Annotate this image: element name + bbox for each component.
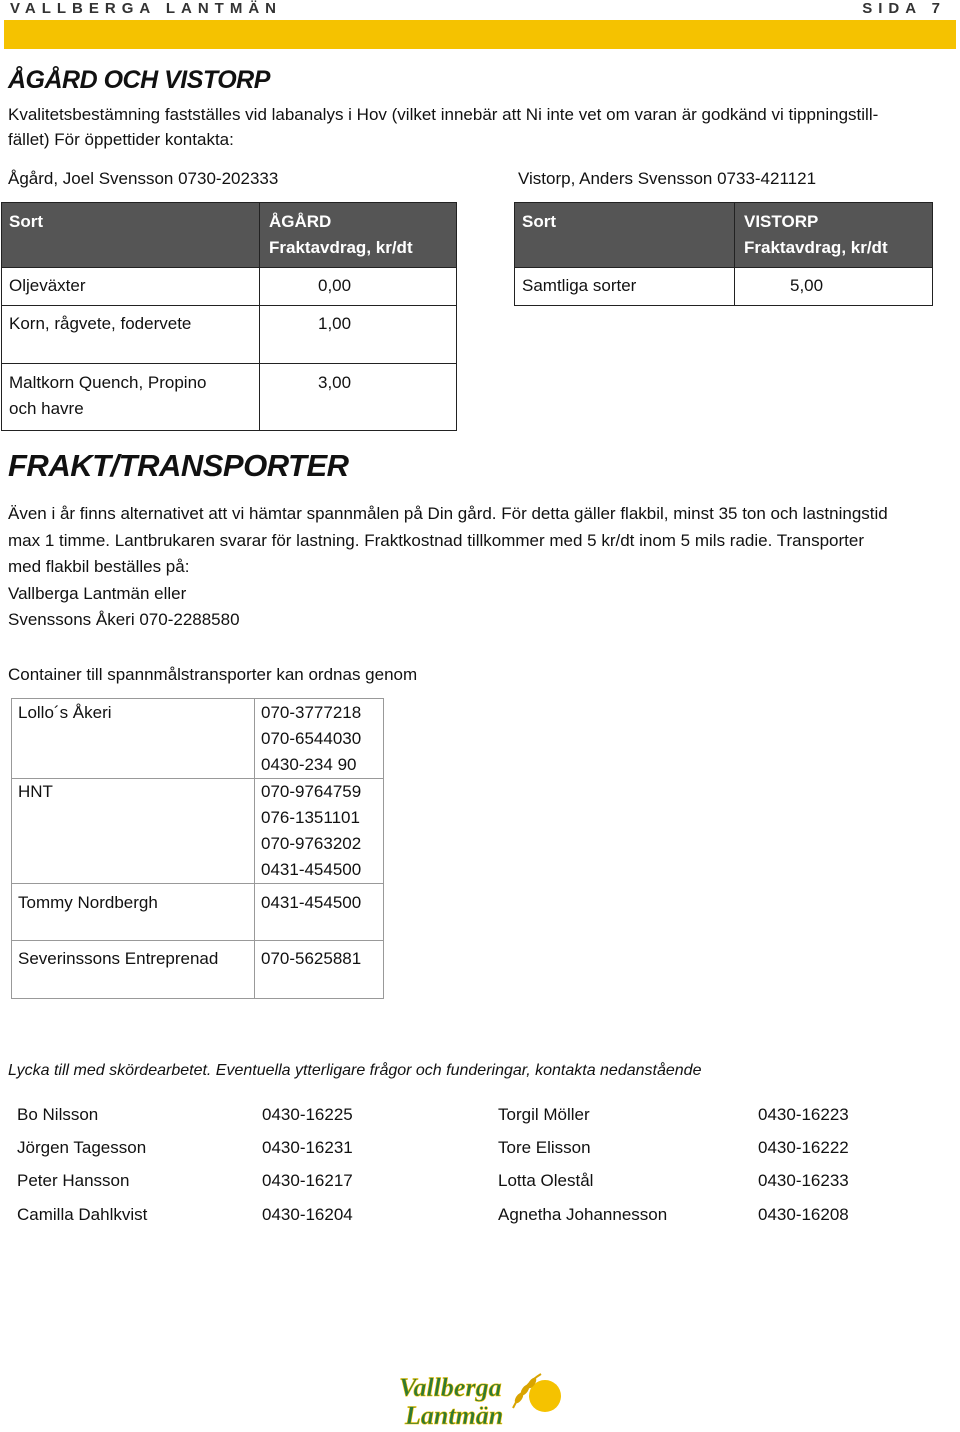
staff-name: Jörgen Tagesson	[17, 1138, 147, 1157]
row-sort-line1: Maltkorn Quench, Propino	[9, 373, 207, 392]
transport-text-line4: Vallberga Lantmän eller	[8, 584, 187, 603]
row-value: 0,00	[260, 268, 457, 306]
row-sort: Oljeväxter	[2, 268, 260, 306]
staff-phone: 0430-16222	[758, 1138, 849, 1157]
header-place	[260, 203, 457, 268]
row-value: 1,00	[260, 306, 457, 364]
contact-agard: Ågård, Joel Svensson 0730-202333	[8, 169, 279, 188]
staff-phone: 0430-16223	[758, 1105, 849, 1124]
table-row	[515, 268, 933, 306]
staff-phone: 0430-16217	[262, 1171, 353, 1190]
section-title-frakt: FRAKT/TRANSPORTER	[8, 448, 349, 483]
contact-name: HNT	[12, 779, 255, 884]
staff-phone: 0430-16225	[262, 1105, 353, 1124]
section-title-agard-vistorp: ÅGÅRD OCH VISTORP	[8, 66, 270, 94]
staff-name: Tore Elisson	[498, 1138, 591, 1157]
contact-phone: 0431-454500	[255, 884, 384, 941]
container-intro: Container till spannmålstransporter kan ordnas genom	[8, 665, 418, 684]
staff-phone: 0430-16231	[262, 1138, 353, 1157]
table-header-row	[515, 203, 933, 268]
table-row	[12, 941, 384, 999]
logo-line2: Lantmän	[405, 1401, 504, 1430]
brand-header: VALLBERGA LANTMÄN	[10, 0, 282, 17]
table-header-row	[2, 203, 457, 268]
table-row	[12, 779, 384, 884]
contact-phones	[255, 699, 384, 779]
staff-name: Camilla Dahlkvist	[17, 1205, 148, 1224]
intro-text-line1: Kvalitetsbestämning fastställes vid labanalys i Hov (vilket innebär att Ni inte vet om varan är godkänd vi tippningstill-	[8, 105, 879, 124]
staff-name: Agnetha Johannesson	[498, 1205, 668, 1224]
contact-vistorp: Vistorp, Anders Svensson 0733-421121	[518, 169, 817, 188]
container-contacts-table	[11, 698, 384, 999]
row-sort-line2: och havre	[9, 399, 84, 418]
row-value: 3,00	[260, 364, 457, 431]
table-row	[2, 306, 457, 364]
staff-phone: 0430-16233	[758, 1171, 849, 1190]
header-accent-bar	[4, 20, 956, 49]
table-row	[12, 699, 384, 779]
closing-text: Lycka till med skördearbetet. Eventuella ytterligare frågor och funderingar, kontakta nedanstående	[8, 1062, 702, 1079]
contact-phone: 070-9763202	[261, 834, 362, 853]
header-place-name: VISTORP	[744, 212, 819, 231]
vallberga-lantman-logo	[395, 1368, 565, 1432]
transport-text-line5: Svenssons Åkeri 070-2288580	[8, 610, 240, 629]
contact-phone: 0431-454500	[261, 860, 362, 879]
page-number: SIDA 7	[862, 0, 946, 17]
contact-phone: 070-9764759	[261, 782, 362, 801]
staff-phone: 0430-16204	[262, 1205, 353, 1224]
staff-name: Lotta Olestål	[498, 1171, 594, 1190]
contact-phone: 070-6544030	[261, 729, 362, 748]
vistorp-freight-table	[514, 202, 933, 306]
transport-text-line2: max 1 timme. Lantbrukaren svarar för lastning. Fraktkostnad tillkommer med 5 kr/dt inom 5 mils radie. Transporter	[8, 531, 864, 550]
intro-text-line2: fället) För öppettider kontakta:	[8, 130, 234, 149]
staff-name: Peter Hansson	[17, 1171, 130, 1190]
contact-phone: 070-3777218	[261, 703, 362, 722]
header-place-name: ÅGÅRD	[269, 212, 332, 231]
contact-name: Lollo´s Åkeri	[12, 699, 255, 779]
contact-phone: 070-5625881	[255, 941, 384, 999]
transport-text-line3: med flakbil beställes på:	[8, 557, 190, 576]
transport-text-line1: Även i år finns alternativet att vi hämtar spannmålen på Din gård. För detta gäller flakbil, minst 35 ton och lastningstid	[8, 504, 888, 523]
contact-name: Severinssons Entreprenad	[12, 941, 255, 999]
header-unit: Fraktavdrag, kr/dt	[744, 238, 888, 257]
header-place	[735, 203, 933, 268]
contact-phone: 076-1351101	[261, 808, 360, 827]
contact-phone: 0430-234 90	[261, 755, 357, 774]
table-row	[2, 364, 457, 431]
table-row	[2, 268, 457, 306]
logo-line1: Vallberga	[399, 1373, 502, 1402]
header-unit: Fraktavdrag, kr/dt	[269, 238, 413, 257]
contact-phones	[255, 779, 384, 884]
header-sort: Sort	[515, 203, 735, 268]
staff-phone: 0430-16208	[758, 1205, 849, 1224]
header-sort: Sort	[2, 203, 260, 268]
agard-freight-table	[1, 202, 457, 431]
contact-name: Tommy Nordbergh	[12, 884, 255, 941]
row-sort	[2, 364, 260, 431]
row-sort: Korn, rågvete, fodervete	[2, 306, 260, 364]
staff-name: Bo Nilsson	[17, 1105, 99, 1124]
row-sort: Samtliga sorter	[515, 268, 735, 306]
staff-name: Torgil Möller	[498, 1105, 590, 1124]
wheat-sun-emblem	[513, 1374, 561, 1412]
table-row	[12, 884, 384, 941]
row-value: 5,00	[735, 268, 933, 306]
